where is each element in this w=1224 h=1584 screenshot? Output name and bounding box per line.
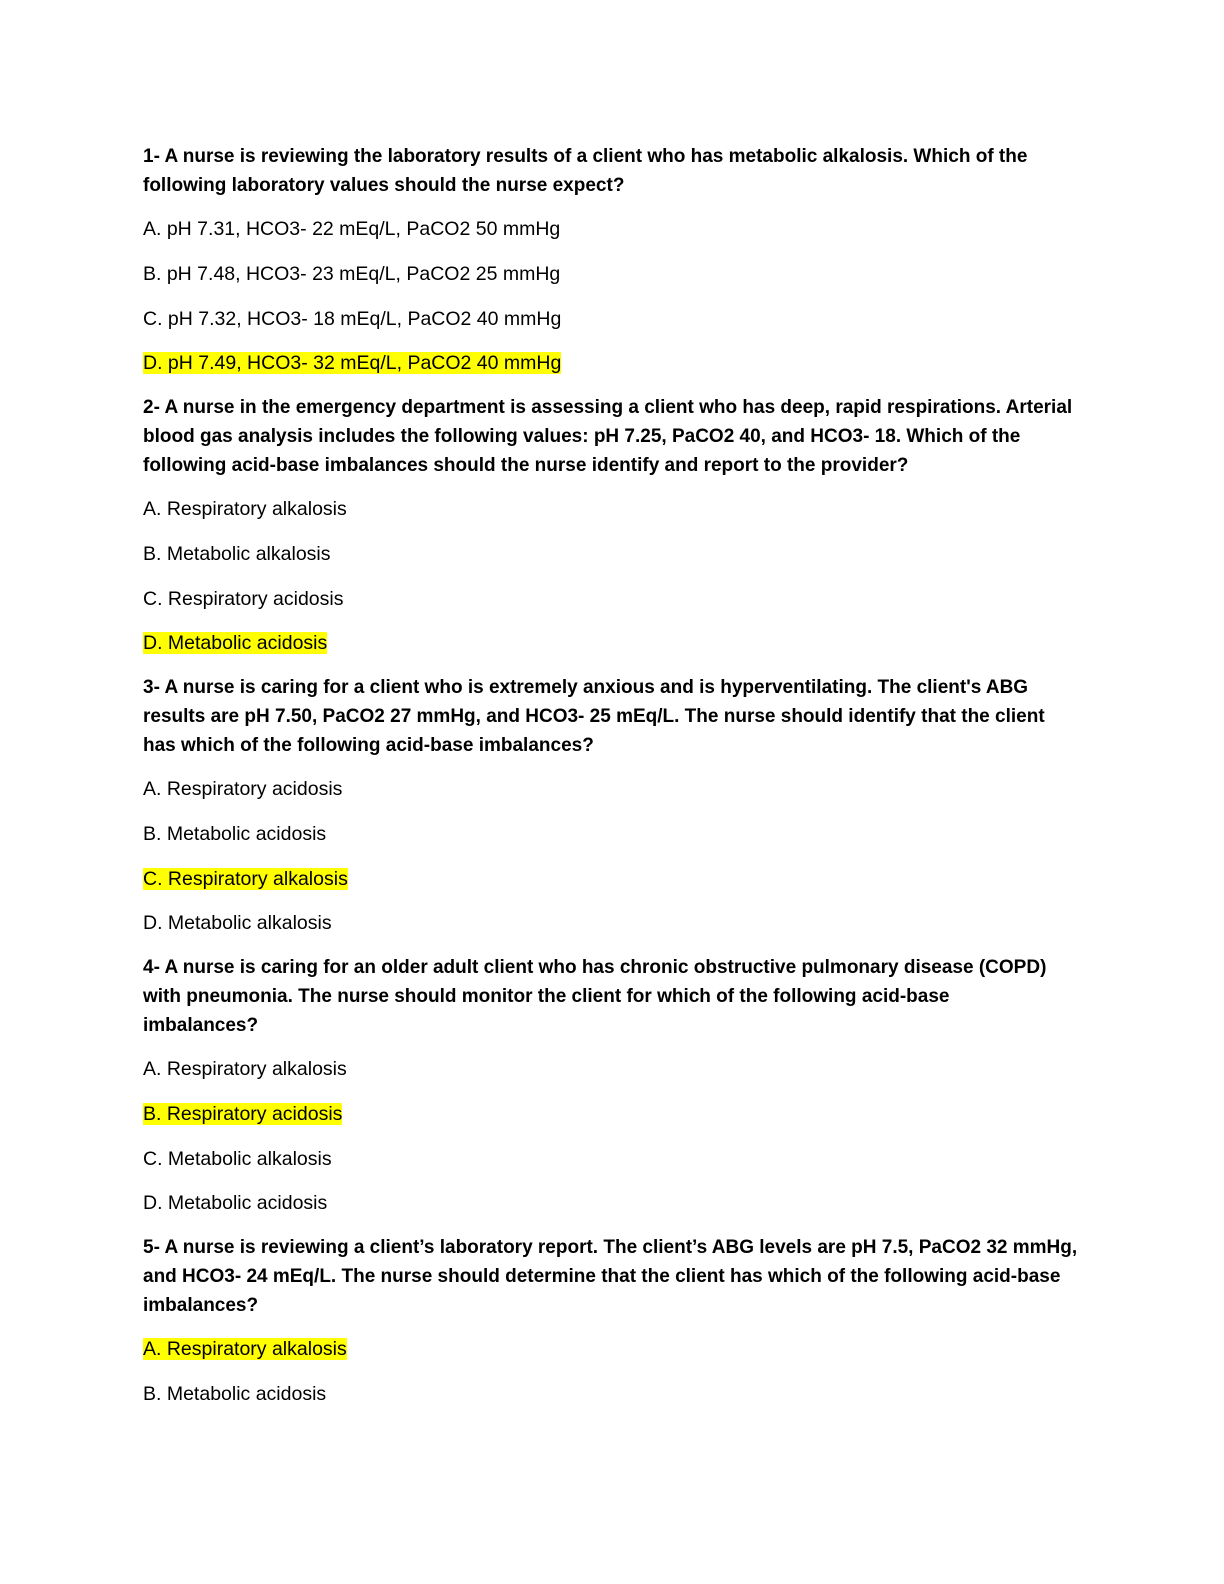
question-4-option-d: [143, 1189, 327, 1218]
highlighted-answer: D. pH 7.49, HCO3- 32 mEq/L, PaCO2 40 mmHg: [143, 352, 562, 374]
highlighted-answer: D. Metabolic acidosis: [143, 632, 328, 654]
question-1-option-a: [143, 215, 560, 244]
highlighted-answer: A. Respiratory alkalosis: [143, 1338, 347, 1360]
question-4-line-1: 4- A nurse is caring for an older adult client who has chronic obstructive pulmonary disease (COPD): [143, 957, 1047, 978]
question-4-line-3: imbalances?: [143, 1015, 259, 1036]
question-5-option-b: [143, 1380, 326, 1409]
question-5-option-a: [143, 1335, 347, 1364]
highlighted-answer: C. Respiratory alkalosis: [143, 868, 348, 890]
question-2-option-b: [143, 540, 331, 569]
question-4-option-b: [143, 1100, 342, 1129]
option-text: A. Respiratory alkalosis: [143, 1058, 347, 1080]
option-text: B. Metabolic alkalosis: [143, 543, 331, 565]
question-3-option-c: [143, 865, 348, 894]
option-text: C. pH 7.32, HCO3- 18 mEq/L, PaCO2 40 mmHg: [143, 308, 562, 330]
option-text: C. Respiratory acidosis: [143, 588, 344, 610]
question-2-line-2: blood gas analysis includes the following values: pH 7.25, PaCO2 40, and HCO3- 18. Which of the: [143, 426, 1021, 447]
option-text: D. Metabolic acidosis: [143, 1192, 328, 1214]
highlighted-answer: B. Respiratory acidosis: [143, 1103, 343, 1125]
option-text: A. Respiratory alkalosis: [143, 498, 347, 520]
option-text: B. pH 7.48, HCO3- 23 mEq/L, PaCO2 25 mmHg: [143, 263, 561, 285]
question-4-option-c: [143, 1145, 332, 1174]
question-3-option-d: [143, 909, 332, 938]
option-text: C. Metabolic alkalosis: [143, 1148, 332, 1170]
question-3-line-2: results are pH 7.50, PaCO2 27 mmHg, and HCO3- 25 mEq/L. The nurse should identify that the client: [143, 706, 1045, 727]
question-3-option-a: [143, 775, 342, 804]
question-4-option-a: [143, 1055, 347, 1084]
question-5-line-1: 5- A nurse is reviewing a client’s laboratory report. The client’s ABG levels are pH 7.5, PaCO2 32 mmHg,: [143, 1237, 1078, 1258]
question-3-option-b: [143, 820, 326, 849]
option-text: B. Metabolic acidosis: [143, 823, 327, 845]
option-text: B. Metabolic acidosis: [143, 1383, 327, 1405]
question-3-line-1: 3- A nurse is caring for a client who is extremely anxious and is hyperventilating. The client's ABG: [143, 677, 1029, 698]
question-1-line-1: 1- A nurse is reviewing the laboratory results of a client who has metabolic alkalosis. Which of the: [143, 146, 1028, 167]
question-4-line-2: with pneumonia. The nurse should monitor the client for which of the following acid-base: [143, 986, 950, 1007]
question-5-line-3: imbalances?: [143, 1295, 259, 1316]
question-1-line-2: following laboratory values should the nurse expect?: [143, 175, 625, 196]
option-text: D. Metabolic alkalosis: [143, 912, 332, 934]
question-2-option-c: [143, 585, 343, 614]
question-1-option-b: [143, 260, 560, 289]
question-1-option-c: [143, 305, 561, 334]
question-2-line-3: following acid-base imbalances should the nurse identify and report to the provider?: [143, 455, 909, 476]
option-text: A. pH 7.31, HCO3- 22 mEq/L, PaCO2 50 mmHg: [143, 218, 561, 240]
question-2-line-1: 2- A nurse in the emergency department is assessing a client who has deep, rapid respirations. Arterial: [143, 397, 1073, 418]
question-5-line-2: and HCO3- 24 mEq/L. The nurse should determine that the client has which of the following acid-base: [143, 1266, 1061, 1287]
question-2-option-a: [143, 495, 347, 524]
question-3-line-3: has which of the following acid-base imbalances?: [143, 735, 594, 756]
option-text: A. Respiratory acidosis: [143, 778, 343, 800]
question-2-option-d: [143, 629, 327, 658]
question-1-option-d: [143, 349, 561, 378]
